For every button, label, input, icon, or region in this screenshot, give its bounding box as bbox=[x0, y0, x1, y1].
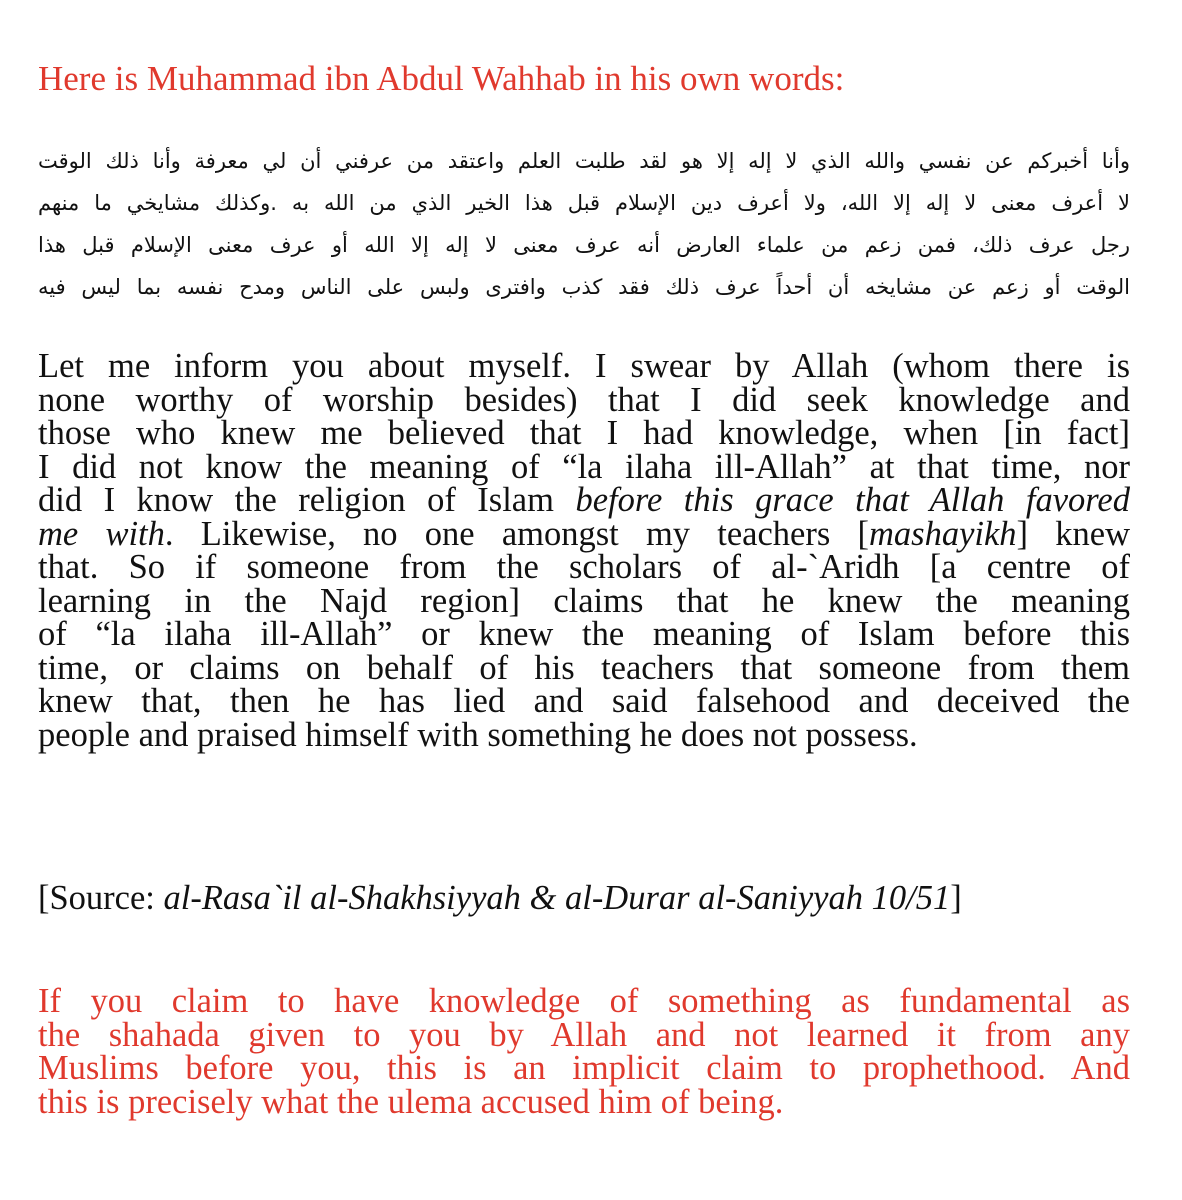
source-prefix: [Source: bbox=[38, 879, 164, 917]
english-line: time, or claims on behalf of his teachers that someone from them bbox=[38, 648, 1130, 687]
english-line bbox=[38, 514, 1130, 553]
english-line: of “la ilaha ill-Allah” or knew the meaning of Islam before this bbox=[38, 615, 1130, 653]
english-translation bbox=[38, 347, 1130, 754]
english-text: did I know the religion of Islam bbox=[38, 481, 576, 519]
english-italic-phrase: me with bbox=[38, 514, 165, 553]
source-title: al-Rasa`il al-Shakhsiyyah & al-Durar al-Saniyyah 10/51 bbox=[163, 879, 951, 917]
conclusion-line: Muslims before you, this is an implicit claim to prophethood. And bbox=[38, 1049, 1130, 1087]
english-line: that. So if someone from the scholars of al-`Aridh [a centre of bbox=[38, 548, 1130, 586]
arabic-line: لا أعرف معنى لا إله إلا الله، ولا أعرف دين الإسلام قبل هذا الخير الذي من الله به .وكذلك مشايخي ما منهم bbox=[38, 191, 1130, 215]
english-line: none worthy of worship besides) that I did seek knowledge and bbox=[38, 380, 1130, 419]
conclusion-paragraph bbox=[38, 982, 1130, 1121]
english-line: people and praised himself with something he does not possess. bbox=[38, 715, 918, 754]
arabic-line: وأنا أخبركم عن نفسي والله الذي لا إله إلا هو لقد طلبت العلم واعتقد من عرفني أن لي معرفة وأنا ذلك الوقت bbox=[38, 149, 1130, 173]
conclusion-line: this is precisely what the ulema accused him of being. bbox=[38, 1082, 784, 1121]
english-line bbox=[38, 481, 1130, 519]
heading: Here is Muhammad ibn Abdul Wahhab in his own words: bbox=[38, 59, 845, 98]
source-citation bbox=[38, 878, 1130, 918]
english-italic-term: mashayikh bbox=[868, 514, 1017, 553]
english-line: I did not know the meaning of “la ilaha ill-Allah” at that time, nor bbox=[38, 447, 1130, 486]
arabic-line: الوقت أو زعم عن مشايخه أن أحداً عرف ذلك فقد كذب وافترى ولبس على الناس ومدح نفسه بما ليس فيه bbox=[38, 275, 1130, 299]
conclusion-line: If you claim to have knowledge of something as fundamental as bbox=[38, 982, 1130, 1020]
arabic-line: رجل عرف ذلك، فمن زعم من علماء العارض أنه عرف معنى لا إله إلا الله أو عرف معنى الإسلام قبل هذا bbox=[38, 233, 1130, 257]
arabic-quote bbox=[38, 140, 1130, 308]
english-italic-phrase: before this grace that Allah favored bbox=[575, 481, 1130, 519]
source-suffix: ] bbox=[950, 879, 962, 917]
english-line: learning in the Najd region] claims that he knew the meaning bbox=[38, 581, 1130, 620]
english-text: ] knew bbox=[1016, 514, 1130, 553]
conclusion-line: the shahada given to you by Allah and not learned it from any bbox=[38, 1015, 1130, 1054]
english-line: knew that, then he has lied and said falsehood and deceived the bbox=[38, 682, 1130, 720]
english-line: those who knew me believed that I had knowledge, when [in fact] bbox=[38, 414, 1130, 452]
english-line: Let me inform you about myself. I swear by Allah (whom there is bbox=[38, 347, 1130, 385]
english-text: . Likewise, no one amongst my teachers [ bbox=[164, 514, 869, 553]
